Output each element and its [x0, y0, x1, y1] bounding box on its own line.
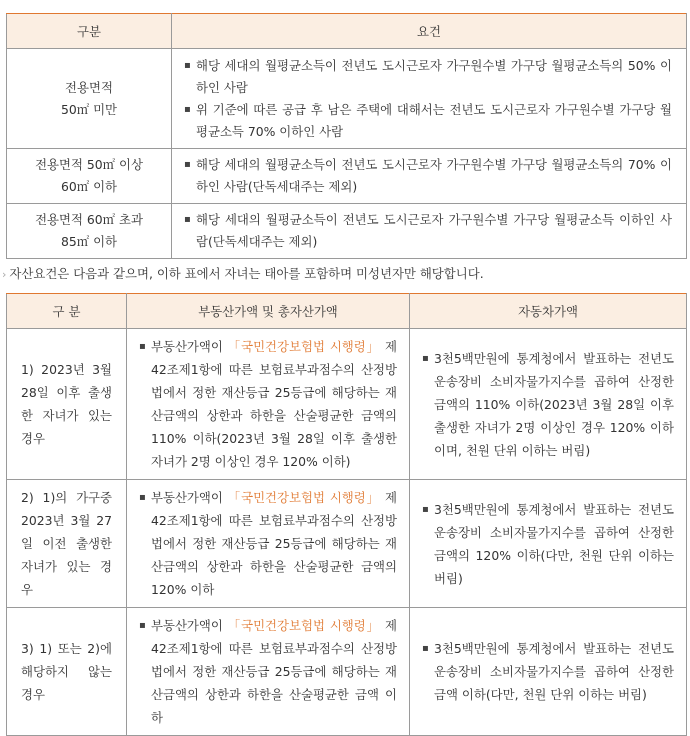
requirement-list [184, 55, 672, 143]
table-row [7, 204, 687, 259]
car-value-text: ▪ 3천5백만원에 통계청에서 발표하는 전년도 운송장비 소비자물가지수를 곱하여 산정한 금액의 120% 이하(다만, 천원 단위 이하는 버림) [422, 498, 674, 590]
row-label: 3) 1) 또는 2)에 해당하지 않는 경우 [7, 608, 127, 736]
note-text: 자산요건은 다음과 같으며, 이하 표에서 자녀는 태아를 포함하며 미성년자만 해당합니다. [9, 266, 484, 281]
car-value-text: ▪ 3천5백만원에 통계청에서 발표하는 전년도 운송장비 소비자물가지수를 곱하여 산정한 금액의 110% 이하(2023년 3월 28일 이후 출생한 자녀가 2명 이상인 경우 120% 이하이며, 천원 단위 이하는 버림) [422, 347, 674, 462]
car-value-text: ▪ 3천5백만원에 통계청에서 발표하는 전년도 운송장비 소비자물가지수를 곱하여 산정한 금액 이하(다만, 천원 단위 이하는 버림) [422, 637, 674, 706]
header-requirement: 요건 [172, 14, 687, 49]
list-item: ▪ 위 기준에 따른 공급 후 남은 주택에 대해서는 전년도 도시근로자 가구원수별 가구당 월평균소득 70% 이하인 사람 [184, 99, 672, 143]
asset-requirements-table [6, 293, 687, 736]
row-label: 전용면적 50㎡ 미만 [7, 49, 172, 149]
note-marker-icon: › [2, 268, 7, 281]
row-label: 1) 2023년 3월 28일 이후 출생한 자녀가 있는 경우 [7, 329, 127, 480]
header-car-value: 자동차가액 [410, 294, 687, 329]
row-label: 전용면적 50㎡ 이상 60㎡ 이하 [7, 149, 172, 204]
property-asset-text: ▪ 부동산가액이 「국민건강보험법 시행령」 제42조제1항에 따른 보험료부과점수의 산정방법에서 정한 재산등급 25등급에 해당하는 재산금액의 상한과 하한을 산술평균한 금액 이하 [139, 614, 397, 729]
header-category: 구분 [7, 14, 172, 49]
header-category: 구 분 [7, 294, 127, 329]
row-label: 전용면적 60㎡ 초과 85㎡ 이하 [7, 204, 172, 259]
property-asset-text: ▪ 부동산가액이 「국민건강보험법 시행령」 제42조제1항에 따른 보험료부과점수의 산정방법에서 정한 재산등급 25등급에 해당하는 재산금액의 상한과 하한을 산술평균한 금액의 110% 이하(2023년 3월 28일 이후 출생한 자녀가 2명 이상인 경우 120% 이하) [139, 335, 397, 473]
header-property-asset: 부동산가액 및 총자산가액 [127, 294, 410, 329]
list-item: ▪ 해당 세대의 월평균소득이 전년도 도시근로자 가구원수별 가구당 월평균소득 이하인 사람(단독세대주는 제외) [184, 209, 672, 253]
asset-note [2, 264, 484, 285]
table-row [7, 480, 687, 608]
row-label: 2) 1)의 가구중 2023년 3월 27일 이전 출생한자녀가 있는 경우 [7, 480, 127, 608]
requirement-list [184, 154, 672, 198]
list-item: ▪ 해당 세대의 월평균소득이 전년도 도시근로자 가구원수별 가구당 월평균소득의 50% 이하인 사람 [184, 55, 672, 99]
table-row [7, 608, 687, 736]
table-row [7, 329, 687, 480]
table-row [7, 149, 687, 204]
requirement-list [184, 209, 672, 253]
income-requirements-table [6, 13, 687, 259]
table-row [7, 49, 687, 149]
list-item: ▪ 해당 세대의 월평균소득이 전년도 도시근로자 가구원수별 가구당 월평균소득의 70% 이하인 사람(단독세대주는 제외) [184, 154, 672, 198]
property-asset-text: ▪ 부동산가액이 「국민건강보험법 시행령」 제42조제1항에 따른 보험료부과점수의 산정방법에서 정한 재산등급 25등급에 해당하는 재산금액의 상한과 하한을 산술평균한 금액의 120% 이하 [139, 486, 397, 601]
